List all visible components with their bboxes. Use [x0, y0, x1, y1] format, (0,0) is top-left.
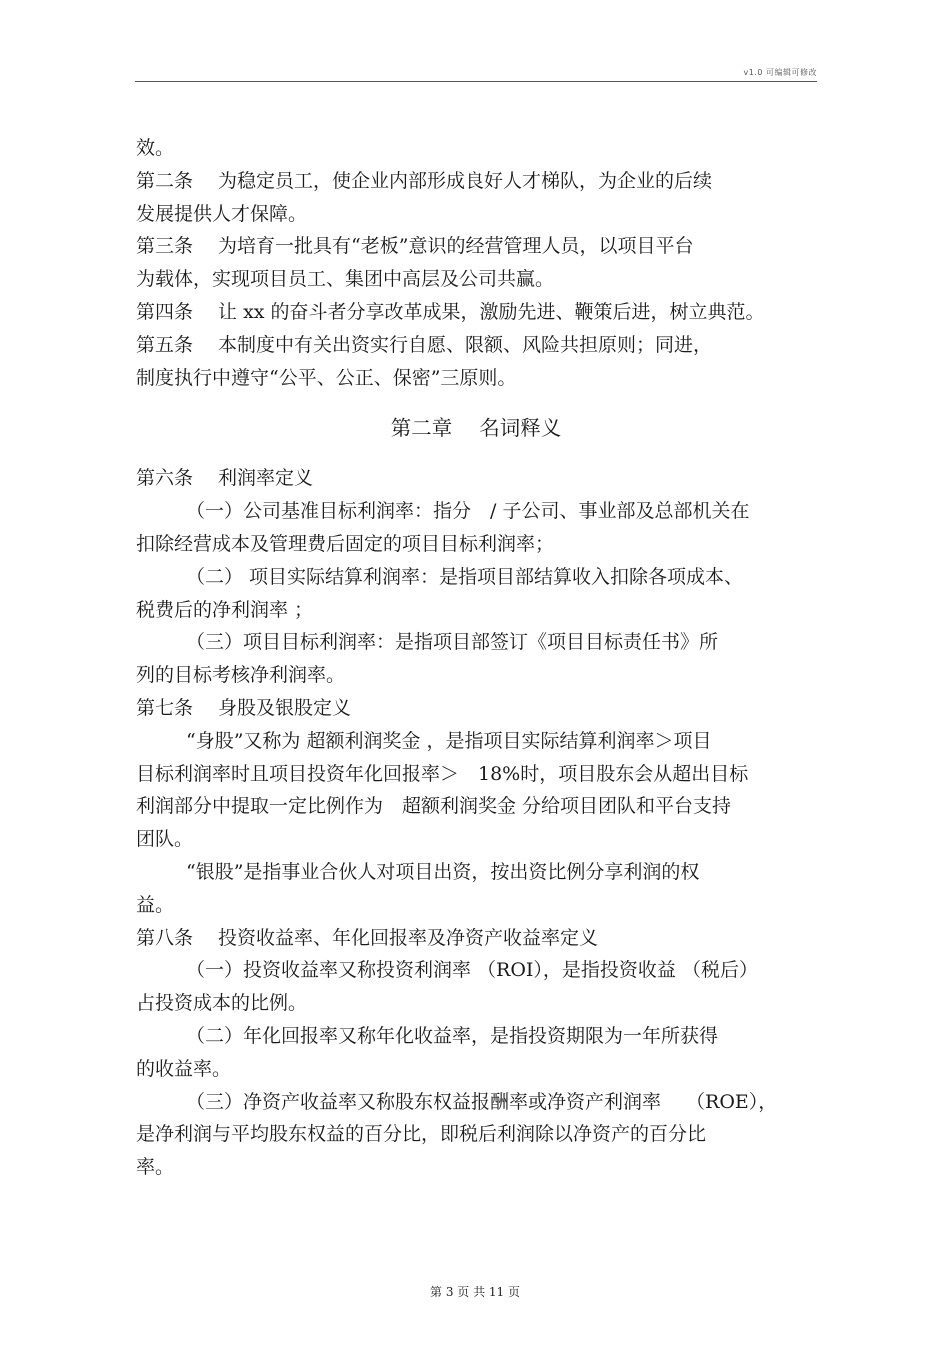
- text-line: （二） 项目实际结算利润率：是指项目部结算收入扣除各项成本、: [186, 565, 744, 588]
- text-line: （一）投资收益率又称投资利润率 （ROI），是指投资收益 （税后）: [186, 959, 758, 982]
- text-line: 第七条 身股及银股定义: [136, 696, 352, 719]
- document-body: [136, 132, 826, 1184]
- text-line: 团队。: [136, 828, 194, 851]
- text-line: 为载体，实现项目员工、集团中高层及公司共赢。: [136, 268, 555, 291]
- text-line: 列的目标考核净利润率。: [136, 664, 346, 687]
- text-line: 制度执行中遵守“公平、公正、保密”三原则。: [136, 366, 517, 389]
- text-line: 率。: [136, 1156, 175, 1179]
- text-line: “银股”是指事业合伙人对项目出资，按出资比例分享利润的权: [186, 860, 700, 883]
- header-version-text: v1.0 可编辑可修改: [743, 68, 817, 77]
- chapter-title: 第二章 名词释义: [390, 416, 562, 441]
- text-line: 占投资成本的比例。: [136, 992, 308, 1015]
- text-line: “身股”又称为 超额利润奖金 ，是指项目实际结算利润率＞项目: [186, 729, 712, 752]
- text-line: 第二条 为稳定员工，使企业内部形成良好人才梯队，为企业的后续: [136, 169, 713, 192]
- page-number: 第 3 页 共 11 页: [430, 1285, 520, 1299]
- text-line: 目标利润率时且项目投资年化回报率＞ 18%时，项目股东会从超出目标: [136, 762, 749, 785]
- text-line: （一）公司基准目标利润率：指分 / 子公司、事业部及总部机关在: [186, 500, 750, 523]
- text-line: 利润部分中提取一定比例作为 超额利润奖金 分给项目团队和平台支持: [136, 795, 732, 818]
- text-line: 第八条 投资收益率、年化回报率及净资产收益率定义: [136, 926, 599, 949]
- text-line: 第五条 本制度中有关出资实行自愿、限额、风险共担原则；同进，: [136, 333, 713, 356]
- text-line: 是净利润与平均股东权益的百分比，即税后利润除以净资产的百分比: [136, 1123, 707, 1146]
- section-after-chapter: [136, 462, 826, 1184]
- text-line: 第六条 利润率定义: [136, 467, 314, 490]
- text-line: 的收益率。: [136, 1057, 232, 1080]
- section-before-chapter: [136, 132, 826, 394]
- text-line: （三）净资产收益率又称股东权益报酬率或净资产利润率 （ROE），: [186, 1090, 778, 1113]
- text-line: 税费后的净利润率 ；: [136, 598, 314, 621]
- header-divider: [135, 81, 817, 82]
- text-line: （二）年化回报率又称年化收益率，是指投资期限为一年所获得: [186, 1024, 719, 1047]
- text-line: 第三条 为培育一批具有“老板”意识的经营管理人员，以项目平台: [136, 235, 694, 258]
- text-line: 益。: [136, 893, 175, 916]
- text-line: 扣除经营成本及管理费后固定的项目目标利润率；: [136, 532, 555, 555]
- text-line: 发展提供人才保障。: [136, 202, 308, 225]
- text-line: 效。: [136, 137, 175, 159]
- text-line: 第四条 让 xx 的奋斗者分享改革成果，激励先进、鞭策后进，树立典范。: [136, 300, 765, 323]
- text-line: （三）项目目标利润率：是指项目部签订《项目目标责任书》所: [186, 631, 719, 654]
